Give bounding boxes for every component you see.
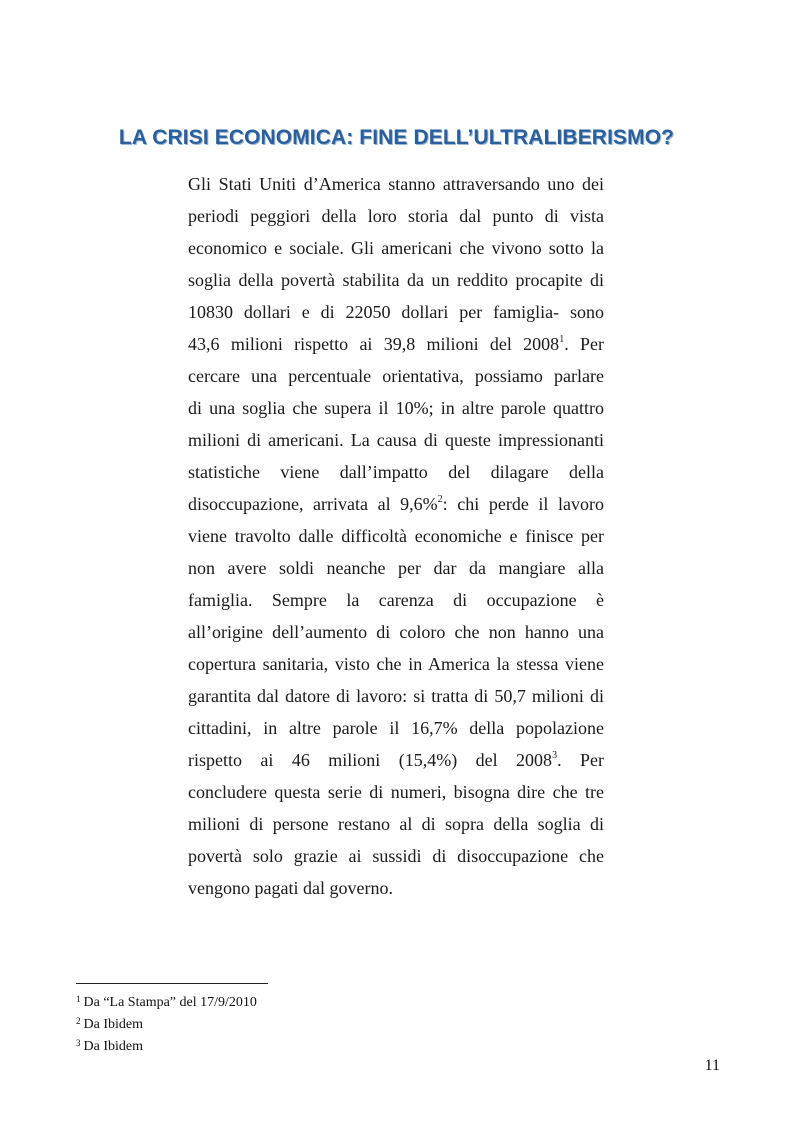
text-line: non avere soldi neanche per dar da mangiare alla (188, 558, 604, 578)
text-line: economico e sociale. Gli americani che vivono sotto la (188, 238, 604, 258)
text-line: di una soglia che supera il 10%; in altre parole quattro (188, 398, 604, 418)
text-line: disoccupazione, arrivata al 9,6%$^2$: chi perde il lavoro (188, 494, 604, 514)
text-line: concludere questa serie di numeri, bisogna dire che tre (188, 782, 604, 802)
footnote-item: $^2$ Da Ibidem (76, 1016, 143, 1032)
text-line: soglia della povertà stabilita da un reddito procapite di (188, 270, 604, 290)
footnote-ref: 3 (552, 750, 558, 761)
text-line: rispetto ai 46 milioni (15,4%) del 2008$^3$. Per (188, 750, 604, 770)
footnote-item: $^3$ Da Ibidem (76, 1038, 143, 1054)
text-line: viene travolto dalle difficoltà economiche e finisce per (188, 526, 604, 546)
text-line: all’origine dell’aumento di coloro che non hanno una (188, 622, 604, 642)
footnote-separator (76, 983, 268, 984)
text-line: statistiche viene dall’impatto del dilagare della (188, 462, 604, 482)
text-line: milioni di persone restano al di sopra della soglia di (188, 814, 604, 834)
text-line: periodi peggiori della loro storia dal punto di vista (188, 206, 604, 226)
footnote-ref: 1 (559, 334, 565, 345)
page-number: 11 (704, 1057, 720, 1074)
text-line: Gli Stati Uniti d’America stanno attraversando uno dei (188, 174, 604, 194)
footnote-item: $^1$ Da “La Stampa” del 17/9/2010 (76, 994, 257, 1010)
text-line: copertura sanitaria, visto che in America la stessa viene (188, 654, 604, 674)
footnote-ref: 2 (437, 494, 443, 505)
text-line: famiglia. Sempre la carenza di occupazione è (188, 590, 604, 610)
text-line: milioni di americani. La causa di queste impressionanti (188, 430, 604, 450)
text-line: 10830 dollari e di 22050 dollari per famiglia- sono (188, 302, 604, 322)
text-line: cercare una percentuale orientativa, possiamo parlare (188, 366, 604, 386)
body-paragraph (188, 168, 604, 904)
footnotes (76, 990, 257, 1056)
text-line: cittadini, in altre parole il 16,7% della popolazione (188, 718, 604, 738)
chapter-title: LA CRISI ECONOMICA: FINE DELL’ULTRALIBERISMO? (118, 126, 675, 150)
text-line: povertà solo grazie ai sussidi di disoccupazione che (188, 846, 604, 866)
text-line: vengono pagati dal governo. (188, 878, 393, 898)
text-line: garantita dal datore di lavoro: si tratta di 50,7 milioni di (188, 686, 604, 706)
text-line: 43,6 milioni rispetto ai 39,8 milioni del 2008$^1$. Per (188, 334, 604, 354)
